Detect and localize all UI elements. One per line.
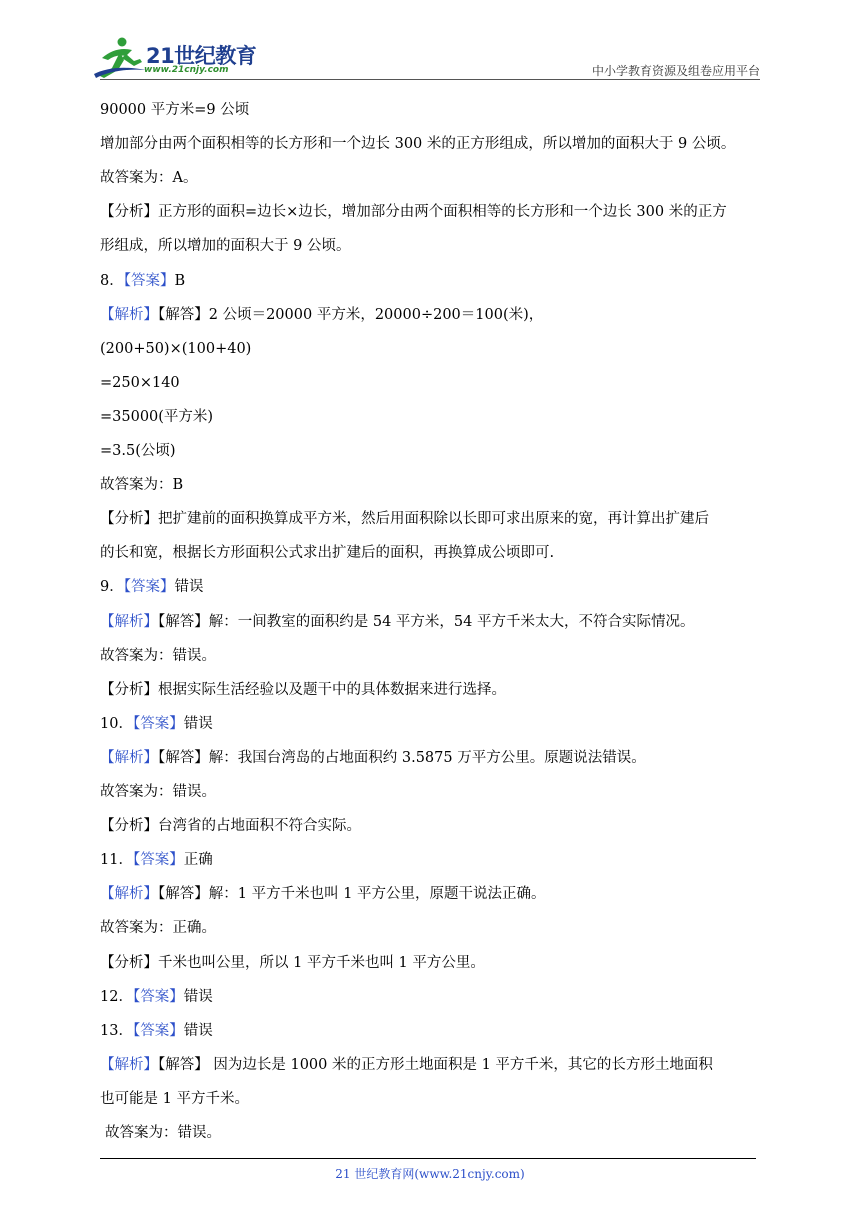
text-line xyxy=(100,373,180,393)
text-line xyxy=(100,271,185,291)
text-line xyxy=(100,1021,213,1041)
line-text: =3.5(公顷) xyxy=(100,443,176,459)
logo-url: www.21cnjy.com xyxy=(144,65,229,75)
label-tag: 【答案】 xyxy=(132,852,184,869)
label-tag: 【答案】 xyxy=(132,715,184,732)
footer-divider xyxy=(100,1158,756,1159)
line-text: 【分析】千米也叫公里，所以 1 平方千米也叫 1 平方公里。 xyxy=(100,954,485,971)
line-text: 13． xyxy=(100,1022,133,1039)
logo xyxy=(92,34,262,80)
line-text: 故答案为：错误。 xyxy=(100,647,216,664)
footer-text: 21 世纪教育网(www.21cnjy.com) xyxy=(335,1167,525,1181)
runner-logo-icon xyxy=(92,34,148,80)
text-line xyxy=(100,407,213,427)
text-line xyxy=(100,680,506,700)
text-line xyxy=(100,100,249,120)
label-tag: 【解析】 xyxy=(100,306,158,323)
line-text: 【解答】解：一间教室的面积约是 54 平方米，54 平方千米太大，不符合实际情况。 xyxy=(158,613,695,630)
line-text: 错误 xyxy=(183,988,213,1005)
line-text: 故答案为：正确。 xyxy=(100,920,216,937)
line-text: 12． xyxy=(100,988,133,1005)
label-tag: 【解析】 xyxy=(100,1056,158,1073)
text-line xyxy=(100,577,203,597)
line-text: 90000 平方米=9 公顷 xyxy=(100,102,250,118)
line-text: 10． xyxy=(100,715,133,732)
text-line xyxy=(100,850,213,870)
text-line xyxy=(100,646,216,666)
line-text: 故答案为：A。 xyxy=(100,170,198,187)
line-text: 【解答】 因为边长是 1000 米的正方形土地面积是 1 平方千米，其它的长方形土地面积 xyxy=(158,1056,713,1073)
line-text: 故答案为：错误。 xyxy=(105,1125,221,1141)
line-text: 错误 xyxy=(183,715,213,732)
text-line xyxy=(100,236,350,256)
text-line xyxy=(100,612,694,632)
text-line xyxy=(100,1089,249,1109)
text-line xyxy=(100,782,216,802)
line-text: =35000(平方米) xyxy=(100,408,214,425)
platform-title: 中小学教育资源及组卷应用平台 xyxy=(591,64,760,78)
label-tag: 【解析】 xyxy=(100,749,158,766)
line-text: 的长和宽，根据长方形面积公式求出扩建后的面积，再换算成公顷即可. xyxy=(100,545,555,562)
line-text: 【解答】2 公顷＝20000 平方米，20000÷200＝100(米)， xyxy=(158,306,544,323)
label-tag: 【答案】 xyxy=(132,1022,184,1039)
text-line xyxy=(100,918,216,938)
text-line xyxy=(100,339,251,359)
text-line xyxy=(100,816,361,836)
line-text: 故答案为：B xyxy=(100,477,184,494)
text-line xyxy=(100,134,735,154)
page-header xyxy=(0,0,860,80)
line-text: (200+50)×(100+40) xyxy=(100,340,252,357)
text-line xyxy=(100,305,543,325)
text-line xyxy=(105,1123,221,1143)
line-text: =250×140 xyxy=(100,374,180,391)
text-line xyxy=(100,953,485,973)
line-text: 形组成，所以增加的面积大于 9 公顷。 xyxy=(100,238,351,255)
line-text: 8． xyxy=(100,272,124,289)
line-text: B xyxy=(174,272,186,289)
line-text: 11． xyxy=(100,852,133,869)
label-tag: 【解析】 xyxy=(100,886,158,903)
line-text: 错误 xyxy=(174,579,204,596)
header-divider xyxy=(100,79,760,80)
line-text: 故答案为：错误。 xyxy=(100,784,216,800)
line-text: 正确 xyxy=(183,852,213,869)
text-line xyxy=(100,987,213,1007)
text-line xyxy=(100,168,197,188)
text-line xyxy=(100,884,546,904)
text-line xyxy=(100,509,709,529)
line-text: 【分析】台湾省的占地面积不符合实际。 xyxy=(100,818,361,835)
line-text: 也可能是 1 平方千米。 xyxy=(100,1090,249,1107)
line-text: 【解答】解：我国台湾岛的占地面积约 3.5875 万平方公里。原题说法错误。 xyxy=(158,749,646,766)
text-line xyxy=(100,475,183,495)
text-line xyxy=(100,543,554,563)
text-line xyxy=(100,748,646,768)
line-text: 【解答】解：1 平方千米也叫 1 平方公里，原题干说法正确。 xyxy=(158,886,546,903)
text-line xyxy=(100,441,176,461)
label-tag: 【答案】 xyxy=(123,579,175,596)
label-tag: 【答案】 xyxy=(123,272,175,289)
text-line xyxy=(100,1055,713,1075)
logo-text: 21世纪教育 xyxy=(146,44,257,68)
line-text: 【分析】正方形的面积=边长×边长，增加部分由两个面积相等的长方形和一个边长 300 米的正方 xyxy=(100,204,727,221)
label-tag: 【解析】 xyxy=(100,613,158,630)
line-text: 【分析】根据实际生活经验以及题干中的具体数据来进行选择。 xyxy=(100,681,506,698)
line-text: 增加部分由两个面积相等的长方形和一个边长 300 米的正方形组成，所以增加的面积大于 9 公顷。 xyxy=(100,136,736,153)
line-text: 9． xyxy=(100,579,124,596)
label-tag: 【答案】 xyxy=(132,988,184,1005)
text-line xyxy=(100,202,727,222)
line-text: 错误 xyxy=(183,1022,213,1039)
text-line xyxy=(100,714,213,734)
line-text: 【分析】把扩建前的面积换算成平方米，然后用面积除以长即可求出原来的宽，再计算出扩建后 xyxy=(100,511,709,528)
